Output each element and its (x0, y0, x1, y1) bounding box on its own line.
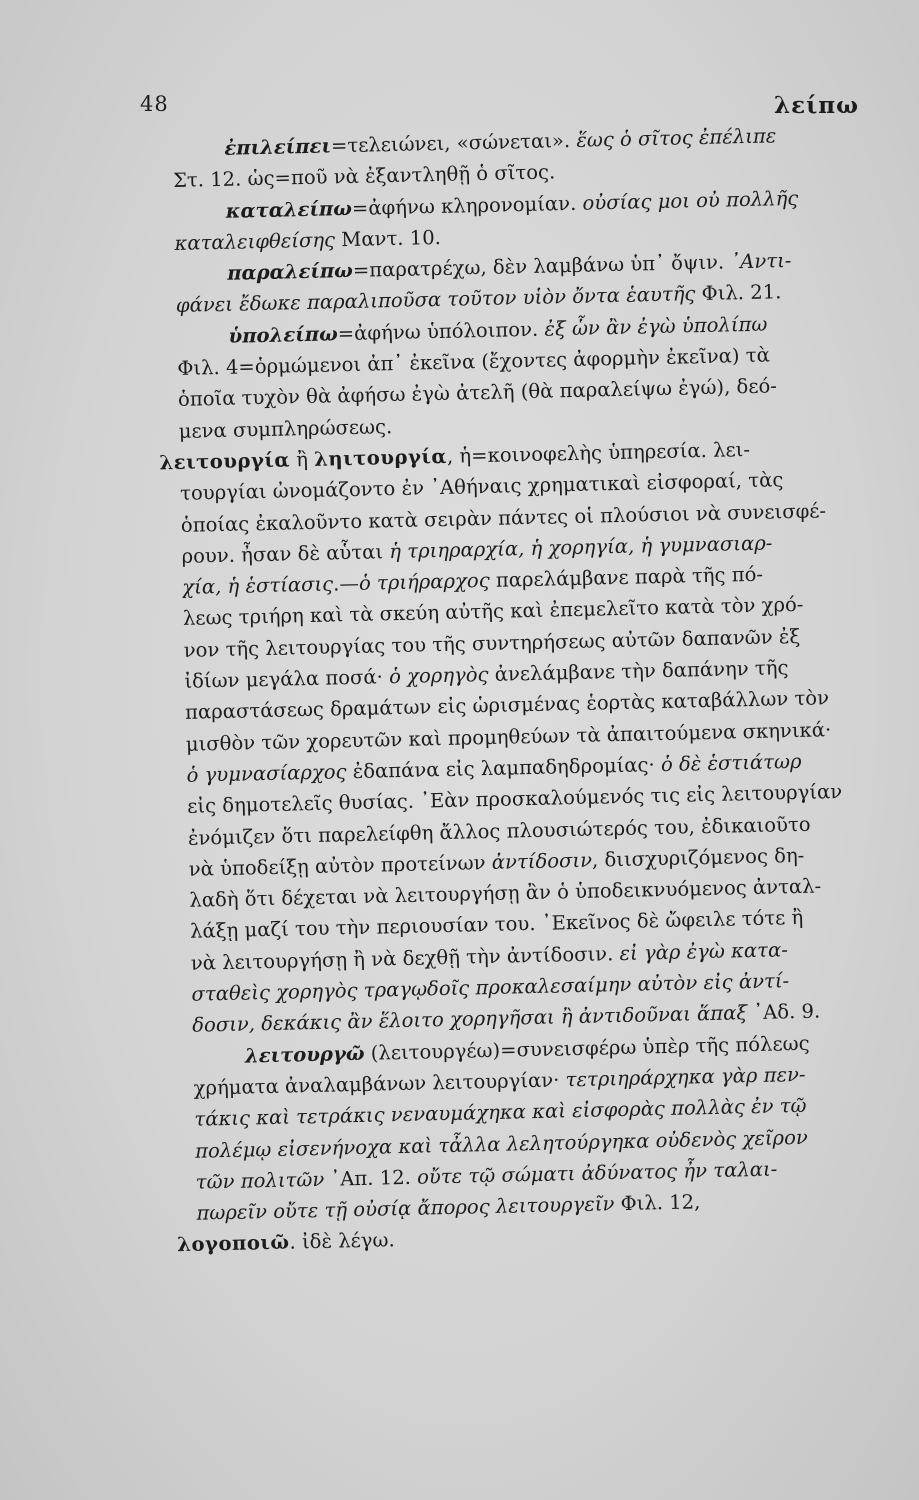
text-segment: ἐδαπάνα εἰς λαμπαδηδρομίας· (346, 753, 662, 784)
text-segment: ἢ (289, 447, 315, 472)
text-segment: λεως τριήρη καὶ τὰ σκεύη αὐτῆς καὶ ἐπεμελεῖτο κατὰ τὸν χρό- (182, 593, 804, 631)
headword: ἐπιλείπει (224, 134, 332, 160)
text-segment: ἕως ὁ σῖτος ἐπέλιπε (576, 124, 777, 152)
headword: καταλείπω (225, 196, 353, 223)
dictionary-text (159, 118, 905, 1260)
page-number: 48 (140, 92, 169, 116)
text-segment: Φιλ. 21. (695, 280, 782, 306)
text-segment: εἰ γὰρ ἐγὼ κατα- (619, 937, 789, 965)
text-segment: Μαντ. 10. (334, 225, 442, 252)
text-segment: =παρατρέχω, δὲν λαμβάνω ὑπ᾽ ὄψιν. (352, 250, 731, 283)
text-segment: λαδὴ ὅτι δέχεται νὰ λειτουργήσῃ ἂν ὁ ὑποδεικνυόμενος ἀνταλ- (189, 874, 822, 912)
text-segment: νον τῆς λειτουργίας του τῆς συντηρήσεως αὐτῶν δαπανῶν ἐξ (183, 624, 801, 662)
text-segment: ᾽Αδ. 9. (746, 999, 821, 1025)
text-segment: ἡ τριηραρχία, ἡ χορηγία, ἡ γυμνασιαρ- (389, 531, 773, 564)
headword: λογοποιῶ (176, 1231, 290, 1257)
text-segment: τάκις καὶ τετράκις νεναυμάχηκα καὶ εἰσφορὰς πολλὰς ἐν τῷ (194, 1094, 807, 1131)
text-segment: ὁ τριήραρχος (358, 569, 490, 596)
text-segment: ὁ χορηγὸς (388, 663, 489, 689)
text-segment: ᾽Απ. 12. (323, 1165, 418, 1191)
text-segment: Φιλ. 12, (614, 1190, 701, 1216)
text-segment: νὰ λειτουργήσῃ ἢ νὰ δεχθῇ τὴν ἀντίδοσιν. (190, 941, 620, 975)
text-segment: μισθὸν τῶν χορευτῶν καὶ προμηθεύων τὰ ἀπαιτούμενα σκηνικά· (185, 717, 832, 756)
text-segment: ἐξ ὧν ἂν ἐγὼ ὑπολίπω (544, 312, 768, 341)
text-segment: πολέμῳ εἰσενήνοχα καὶ τἆλλα λελητούργηκα οὐδενὸς χεῖρον (194, 1125, 809, 1163)
text-segment: , διισχυριζόμενος δη- (591, 843, 805, 872)
headword: παραλείπω (226, 259, 354, 285)
text-segment: ἀνελάμβανε τὴν δαπάνην τῆς (488, 656, 789, 687)
text-segment: δοσιν, δεκάκις ἂν ἕλοιτο χορηγῆσαι ἢ ἀντιδοῦναι ἅπαξ (191, 1001, 748, 1038)
text-segment: . ἰδὲ λέγω. (289, 1228, 395, 1255)
text-segment: παρελάμβανε παρὰ τῆς πό- (489, 562, 764, 593)
headword: λειτουργία (159, 448, 291, 475)
text-segment: =τελειώνει, «σώνεται». (330, 128, 577, 158)
headword: λειτουργῶ (244, 1041, 365, 1068)
text-segment: λάξῃ μαζί του τὴν περιουσίαν του. ᾽Εκεῖνος δὲ ὤφειλε τότε ἢ (189, 906, 804, 944)
text-segment: τουργίαι ὠνομάζοντο ἐν ᾽Αθήναις χρηματικαὶ εἰσφοραί, τὰς (179, 468, 784, 506)
text-segment: Στ. 12. ὡς=ποῦ νὰ ἐξαντληθῇ ὁ σῖτος. (172, 160, 556, 193)
text-segment: καταλειφθείσης (174, 228, 336, 255)
text-segment: ρουν. ἦσαν δὲ αὗται (181, 540, 390, 568)
text-segment: χρήματα ἀναλαμβάνων λειτουργίαν· (193, 1068, 566, 1100)
text-segment: ὁποῖα τυχὸν θὰ ἀφήσω ἐγὼ ἀτελῆ (θὰ παραλείψω ἐγώ), δεό- (177, 374, 778, 412)
text-segment: μενα συμπληρώσεως. (178, 414, 393, 443)
text-segment: οὐσίας μοι οὐ πολλῆς (582, 186, 799, 215)
headword: ὑπολείπω (228, 322, 338, 348)
text-segment: σταθεὶς χορηγὸς τραγῳδοῖς προκαλεσαίμην αὐτὸν εἰς ἀντί- (191, 969, 790, 1006)
text-segment: .— (332, 572, 360, 596)
text-segment: παραστάσεως δραμάτων εἰς ὡρισμένας ἑορτὰς καταβάλλων τὸν (184, 686, 830, 725)
text-segment: ἰδίων μεγάλα ποσά· (184, 665, 390, 693)
text-segment: χία, ἡ ἑστίασις (182, 572, 334, 600)
text-segment: ὁ δὲ ἑστιάτωρ (660, 749, 802, 777)
text-segment: τετριηράρχηκα γὰρ πεν- (565, 1062, 806, 1092)
text-segment: ὁποίας ἐκαλοῦντο κατὰ σειρὰν πάντες οἱ πλούσιοι νὰ συνεισφέ- (180, 498, 827, 537)
text-segment: =ἀφήνω κληρονομίαν. (351, 191, 583, 220)
text-segment: Φιλ. 4=ὁρμώμενοι ἀπ᾽ ἐκεῖνα (ἔχοντες ἀφορμὴν ἐκεῖνα) τὰ (177, 343, 771, 381)
text-segment: ὁ γυμνασίαρχος (186, 760, 347, 787)
text-segment: ᾽Αντι- (730, 249, 792, 274)
running-head: λείπω (774, 92, 859, 119)
text-segment: ἐνόμιζεν ὅτι παρελείφθη ἄλλος πλουσιώτερός του, ἐδικαιοῦτο (187, 812, 811, 850)
text-segment: πωρεῖν οὔτε τῇ οὐσίᾳ ἄπορος λειτουργεῖν (196, 1192, 615, 1225)
text-segment: νὰ ὑποδείξῃ αὐτὸν προτείνων (188, 850, 493, 881)
text-segment: (λειτουργέω)=συνεισφέρω ὑπὲρ τῆς πόλεως (364, 1031, 810, 1065)
text-segment: φάνει ἔδωκε παραλιποῦσα τοῦτον υἱὸν ὄντα ἑαυτῆς (175, 282, 696, 318)
text-segment: τῶν πολιτῶν (195, 1167, 325, 1194)
text-segment: =ἀφήνω ὑπόλοιπον. (337, 317, 545, 346)
text-segment: οὔτε τῷ σώματι ἀδύνατος ἦν ταλαι- (416, 1157, 778, 1189)
text-segment: ἀντίδοσιν (491, 848, 593, 874)
headword: ληιτουργία (313, 444, 448, 471)
text-segment: εἰς δημοτελεῖς θυσίας. ᾽Εὰν προσκαλούμενός τις εἰς λειτουργίαν (187, 780, 843, 819)
text-segment: , ἡ=κοινοφελὴς ὑπηρεσία. λει- (446, 437, 751, 468)
